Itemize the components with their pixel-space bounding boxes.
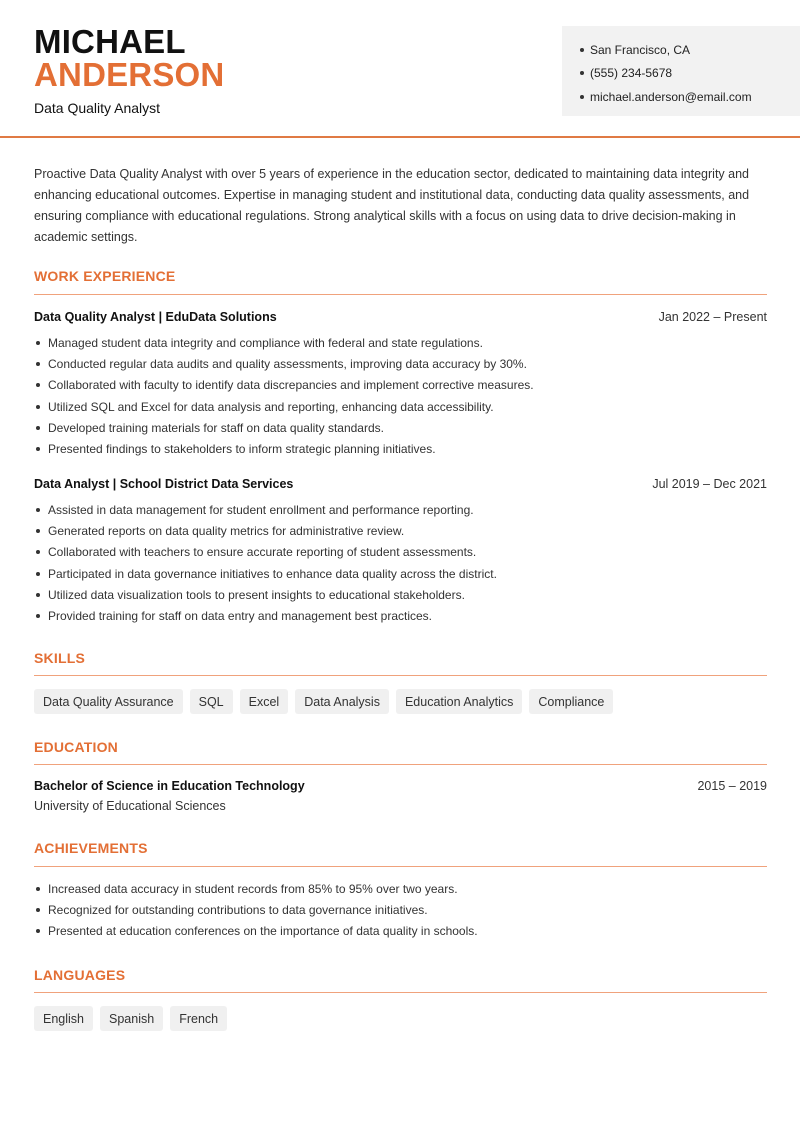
job-header [34, 477, 767, 491]
bullet-icon [36, 908, 40, 912]
bullet-icon [36, 550, 40, 554]
education-header [34, 779, 767, 793]
job-header [34, 310, 767, 324]
list-item-text: Presented at education conferences on the importance of data quality in schools. [48, 924, 478, 939]
job-role: Data Quality Analyst | EduData Solutions [34, 310, 277, 324]
list-item-text: Managed student data integrity and compliance with federal and state regulations. [48, 335, 483, 350]
bullet-icon [36, 447, 40, 451]
degree: Bachelor of Science in Education Technology [34, 779, 305, 793]
list-item-text: Assisted in data management for student enrollment and performance reporting. [48, 502, 474, 517]
list-item [34, 438, 767, 459]
list-item [34, 878, 767, 899]
list-item [34, 353, 767, 374]
skills-heading: SKILLS [34, 650, 85, 666]
list-item [34, 499, 767, 520]
list-item [34, 584, 767, 605]
list-item [34, 396, 767, 417]
list-item-text: Provided training for staff on data entry and management best practices. [48, 609, 432, 624]
section-divider [34, 866, 767, 867]
list-item-text: Presented findings to stakeholders to inform strategic planning initiatives. [48, 442, 436, 457]
list-item [34, 899, 767, 920]
list-item-text: Utilized data visualization tools to present insights to educational stakeholders. [48, 587, 465, 602]
language-chip: Spanish [100, 1006, 163, 1031]
list-item-text: Conducted regular data audits and quality assessments, improving data accuracy by 30%. [48, 356, 527, 371]
job-bullets [34, 332, 767, 460]
skill-chip: SQL [190, 689, 233, 714]
list-item-text: Generated reports on data quality metrics for administrative review. [48, 523, 405, 538]
bullet-icon [36, 508, 40, 512]
list-item [34, 542, 767, 563]
job-dates: Jul 2019 – Dec 2021 [652, 477, 767, 491]
bullet-icon [36, 614, 40, 618]
work-experience-heading: WORK EXPERIENCE [34, 268, 176, 284]
job-dates: Jan 2022 – Present [658, 310, 767, 324]
list-item [34, 921, 767, 942]
achievements-list [34, 878, 767, 942]
skill-chip: Excel [240, 689, 289, 714]
list-item [34, 332, 767, 353]
list-item [34, 417, 767, 438]
skills-list [34, 689, 613, 714]
language-chip: French [170, 1006, 227, 1031]
list-item [34, 520, 767, 541]
section-divider [34, 992, 767, 993]
bullet-icon [36, 593, 40, 597]
list-item-text: Recognized for outstanding contributions to data governance initiatives. [48, 902, 428, 917]
list-item-text: Collaborated with faculty to identify data discrepancies and implement corrective measures. [48, 378, 534, 393]
contact-phone [580, 62, 800, 86]
skill-chip: Education Analytics [396, 689, 522, 714]
list-item [34, 563, 767, 584]
education-heading: EDUCATION [34, 739, 118, 755]
contact-box [562, 26, 800, 116]
list-item-text: Participated in data governance initiatives to enhance data quality across the district. [48, 566, 497, 581]
section-divider [34, 764, 767, 765]
bullet-icon [36, 383, 40, 387]
list-item [34, 605, 767, 626]
list-item-text: Utilized SQL and Excel for data analysis and reporting, enhancing data accessibility. [48, 399, 494, 414]
bullet-icon [36, 572, 40, 576]
bullet-icon [36, 405, 40, 409]
list-item [34, 375, 767, 396]
bullet-icon [36, 362, 40, 366]
job-title: Data Quality Analyst [34, 100, 161, 116]
contact-location [580, 38, 800, 62]
languages-heading: LANGUAGES [34, 967, 126, 983]
languages-list [34, 1006, 227, 1031]
bullet-icon [580, 71, 584, 75]
first-name: MICHAEL [34, 23, 186, 60]
section-divider [34, 294, 767, 295]
bullet-icon [36, 426, 40, 430]
list-item-text: Collaborated with teachers to ensure accurate reporting of student assessments. [48, 545, 477, 560]
bullet-icon [36, 887, 40, 891]
contact-location-text: San Francisco, CA [590, 42, 691, 57]
list-item-text: Developed training materials for staff on data quality standards. [48, 420, 384, 435]
education-dates: 2015 – 2019 [697, 779, 767, 793]
bullet-icon [36, 341, 40, 345]
professional-summary: Proactive Data Quality Analyst with over 5 years of experience in the education sector, dedicated to maintaining data integrity and enhancing educational outcomes. Expertise in managing student and institutional data, conducting data quality assessments, and ensuring compliance with educational regulations. Strong analytical skills with a focus on using data to drive decision-making in academic settings. [34, 167, 750, 244]
bullet-icon [36, 929, 40, 933]
skill-chip: Data Quality Assurance [34, 689, 183, 714]
bullet-icon [36, 529, 40, 533]
list-item-text: Increased data accuracy in student records from 85% to 95% over two years. [48, 881, 458, 896]
bullet-icon [580, 95, 584, 99]
last-name: ANDERSON [34, 56, 225, 93]
contact-phone-text: (555) 234-5678 [590, 66, 673, 81]
achievements-heading: ACHIEVEMENTS [34, 840, 148, 856]
bullet-icon [580, 48, 584, 52]
school-name: University of Educational Sciences [34, 799, 226, 813]
language-chip: English [34, 1006, 93, 1031]
skill-chip: Compliance [529, 689, 613, 714]
skill-chip: Data Analysis [295, 689, 389, 714]
contact-email [580, 85, 800, 109]
job-bullets [34, 499, 767, 627]
section-divider [34, 675, 767, 676]
contact-email-text: michael.anderson@email.com [590, 89, 752, 104]
job-role: Data Analyst | School District Data Services [34, 477, 294, 491]
resume-header [0, 0, 800, 138]
